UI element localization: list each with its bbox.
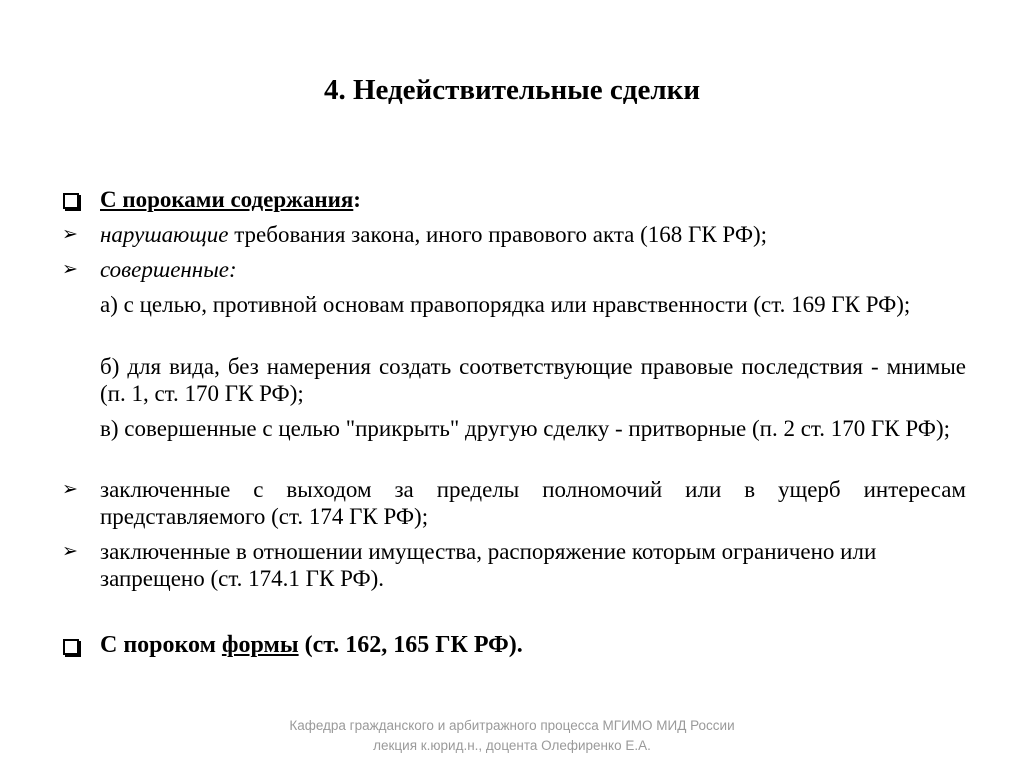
section-heading-label: С пороками содержания xyxy=(100,187,354,212)
list-item-emphasis: совершенные: xyxy=(100,257,237,282)
section-heading-label: формы xyxy=(221,632,299,658)
slide-title: 4. Недействительные сделки xyxy=(323,74,701,106)
footer-line-department: Кафедра гражданского и арбитражного процесса МГИМО МИД России xyxy=(289,718,735,733)
list-item-text xyxy=(100,221,966,248)
section-heading-text xyxy=(100,186,966,213)
arrowhead-bullet-icon: ➢ xyxy=(62,478,78,500)
sub-item-a: а) с целью, противной основам правопорядка или нравственности (ст. 169 ГК РФ); xyxy=(100,292,911,317)
list-item-text: заключенные с выходом за пределы полномочий или в ущерб интересам представляемого (ст. 174 ГК РФ); xyxy=(100,477,966,529)
list-item-emphasis: нарушающие xyxy=(100,222,229,247)
section-heading-text xyxy=(100,632,966,659)
section-heading-colon: : xyxy=(353,187,361,212)
arrowhead-bullet-icon: ➢ xyxy=(62,223,78,245)
arrowhead-bullet-icon: ➢ xyxy=(62,540,78,562)
slide-footer xyxy=(0,716,1024,756)
section-heading-suffix: (ст. 162, 165 ГК РФ). xyxy=(298,632,523,658)
arrowhead-bullet-icon: ➢ xyxy=(62,258,78,280)
sub-item-c: в) совершенные с целью "прикрыть" другую сделку - притворные (п. 2 ст. 170 ГК РФ); xyxy=(100,416,951,441)
list-item-text: заключенные в отношении имущества, распоряжение которым ограничено или запрещено (ст. 174.1 ГК РФ). xyxy=(100,539,877,591)
footer-line-lecturer: лекция к.юрид.н., доцента Олефиренко Е.А. xyxy=(373,738,651,753)
square-checkbox-icon xyxy=(63,639,79,655)
list-item-body: требования закона, иного правового акта (168 ГК РФ); xyxy=(228,222,768,247)
square-checkbox-icon xyxy=(63,193,79,209)
list-item-text xyxy=(100,256,966,283)
section-heading-prefix: С пороком xyxy=(100,632,222,658)
sub-item-b: б) для вида, без намерения создать соответствующие правовые последствия - мнимые (п. 1, ст. 170 ГК РФ); xyxy=(100,354,966,406)
